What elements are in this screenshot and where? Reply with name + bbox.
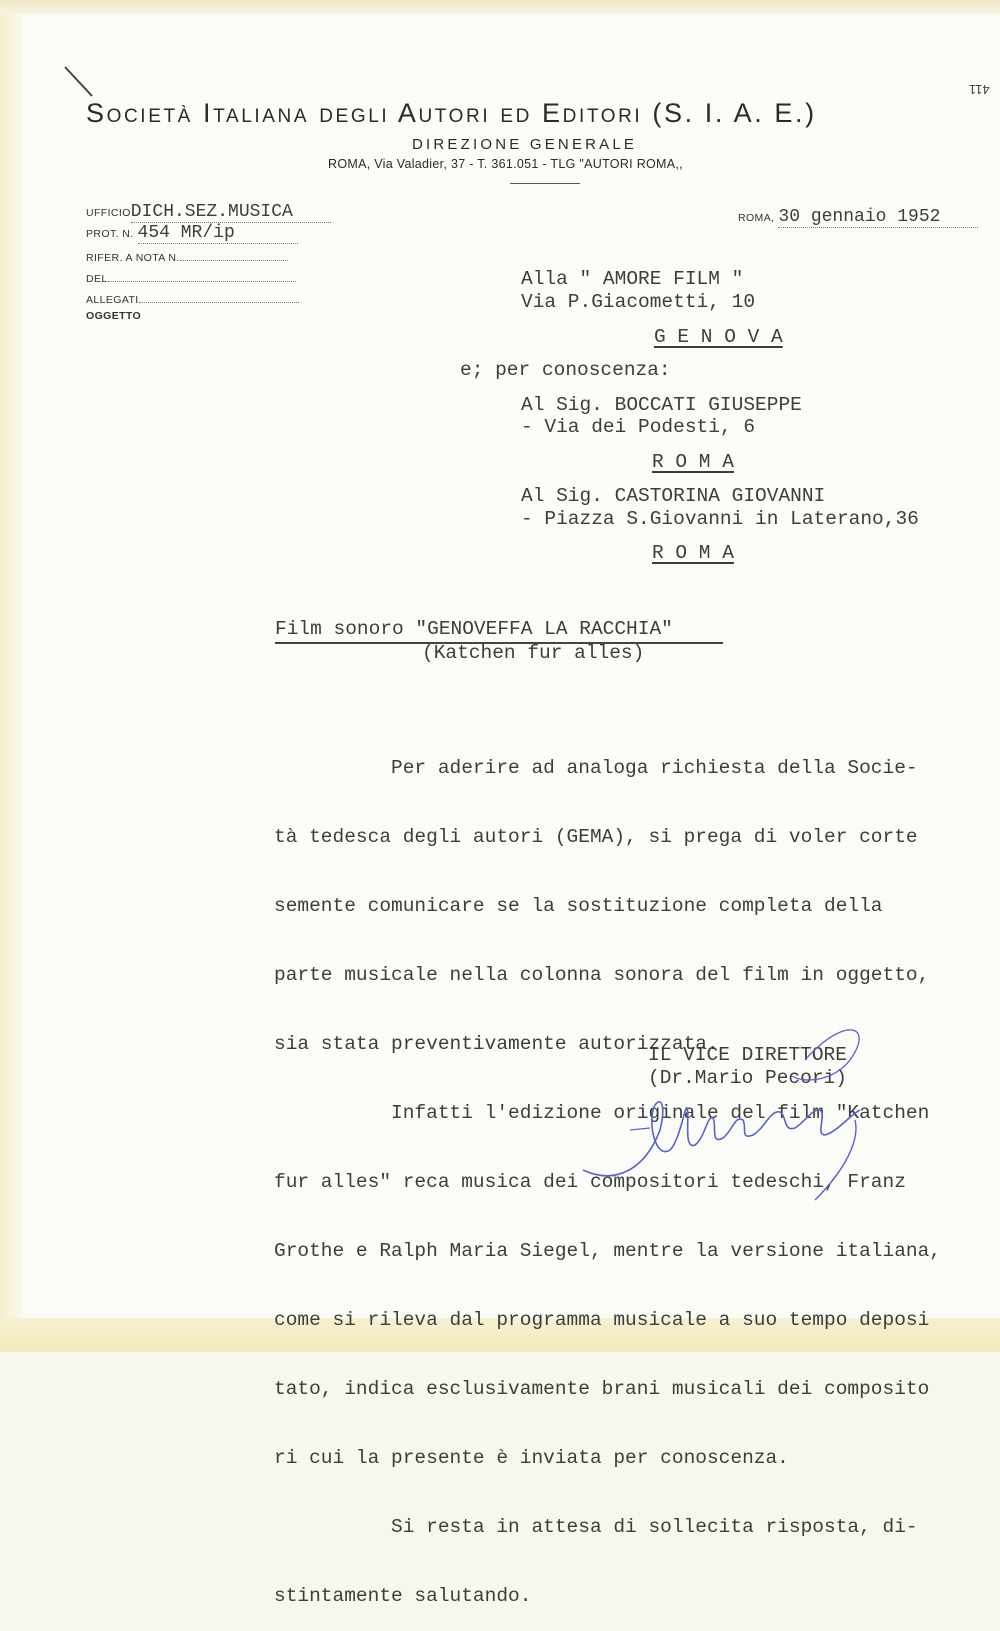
body-line: semente comunicare se la sostituzione completa della — [274, 895, 883, 917]
body-line: Si resta in attesa di sollecita risposta, di- — [274, 1516, 918, 1538]
body-line: tato, indica esclusivamente brani musicali dei composito — [274, 1378, 930, 1400]
recipient-2-city: R O M A — [652, 451, 734, 473]
recipient-1-address: Via P.Giacometti, 10 — [521, 291, 756, 313]
body-line: sia stata preventivamente autorizzata. — [274, 1033, 719, 1055]
prot-field — [86, 223, 298, 244]
recipient-3-name: Al Sig. CASTORINA GIOVANNI — [521, 485, 826, 507]
ufficio-label: UFFICIO — [86, 207, 131, 219]
date-line — [738, 207, 978, 228]
body-line: fur alles" reca musica dei compositori tedeschi, Franz — [274, 1171, 906, 1193]
letterhead-subtitle: DIREZIONE GENERALE — [412, 136, 638, 153]
recipient-1-name: Alla " AMORE FILM " — [521, 268, 744, 290]
allegati-label: ALLEGATI — [86, 294, 139, 306]
letterhead-address: ROMA, Via Valadier, 37 - T. 361.051 - TLG "AUTORI ROMA,, — [328, 157, 683, 171]
body-line: come si rileva dal programma musicale a suo tempo deposi — [274, 1309, 930, 1331]
letterhead-rule — [510, 183, 580, 184]
cc-intro: e; per conoscenza: — [460, 359, 671, 381]
subject-subtitle: (Katchen fur alles) — [422, 642, 645, 664]
ufficio-field — [86, 202, 331, 223]
subject-title: Film sonoro "GENOVEFFA LA RACCHIA" — [275, 618, 723, 644]
body-line: Infatti l'edizione originale del film "Katchen — [274, 1102, 930, 1124]
recipient-3-city: R O M A — [652, 542, 734, 564]
ufficio-value: DICH.SEZ.MUSICA — [131, 202, 331, 223]
prot-label: PROT. N. — [86, 228, 134, 240]
handwritten-signature — [575, 1010, 875, 1210]
paper-edge-left — [0, 0, 22, 1352]
body-line: parte musicale nella colonna sonora del film in oggetto, — [274, 964, 930, 986]
letterhead-title: Società Italiana degli Autori ed Editori (S. I. A. E.) — [86, 98, 817, 128]
rifer-field — [86, 248, 288, 266]
recipient-2-address: - Via dei Podesti, 6 — [521, 416, 756, 438]
recipient-2-name: Al Sig. BOCCATI GIUSEPPE — [521, 394, 802, 416]
page-number: 411 — [969, 82, 990, 97]
recipient-3-address: - Piazza S.Giovanni in Laterano,36 — [521, 508, 919, 530]
body-line: Per aderire ad analoga richiesta della Socie- — [274, 757, 918, 779]
date-place: ROMA, — [738, 212, 775, 224]
body-line: Grothe e Ralph Maria Siegel, mentre la versione italiana, — [274, 1240, 942, 1262]
rifer-label: RIFER. A NOTA N. — [86, 252, 180, 264]
prot-value: 454 MR/ip — [138, 223, 298, 244]
oggetto-label: OGGETTO — [86, 310, 142, 322]
allegati-field — [86, 290, 299, 308]
closing-name: (Dr.Mario Pecori) — [648, 1067, 847, 1089]
del-field — [86, 269, 296, 287]
del-label: DEL — [86, 273, 108, 285]
closing-title: IL VICE DIRETTORE — [648, 1044, 847, 1066]
body-line: tà tedesca degli autori (GEMA), si prega di voler corte — [274, 826, 918, 848]
body-line: ri cui la presente è inviata per conoscenza. — [274, 1447, 789, 1469]
body-line: stintamente salutando. — [274, 1585, 532, 1607]
date-value: 30 gennaio 1952 — [778, 207, 978, 228]
paper-edge-top — [0, 0, 1000, 14]
recipient-1-city: G E N O V A — [654, 326, 783, 348]
